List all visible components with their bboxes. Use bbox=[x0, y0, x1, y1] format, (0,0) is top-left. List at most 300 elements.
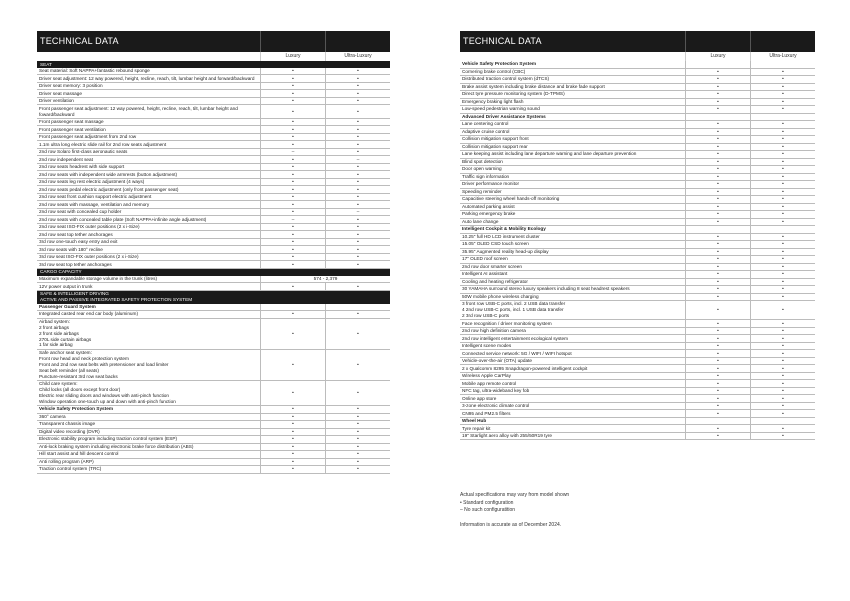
spec-label: Door open warning bbox=[462, 166, 502, 172]
spec-row bbox=[37, 350, 390, 381]
luxury-value: • bbox=[685, 166, 750, 173]
spec-row bbox=[460, 136, 815, 144]
spec-label: Seat material: Soft NAPPA+fantastic rebound sponge bbox=[39, 68, 150, 74]
luxury-value: • bbox=[260, 141, 325, 148]
luxury-value: • bbox=[260, 209, 325, 216]
spec-label: 12V power output in trunk bbox=[39, 283, 93, 289]
ultra-luxury-value: • bbox=[750, 343, 815, 350]
ultra-luxury-value: • bbox=[325, 381, 390, 405]
spec-label: Cornering brake control (CBC) bbox=[462, 68, 526, 74]
spec-row bbox=[37, 68, 390, 76]
ultra-luxury-value: • bbox=[750, 286, 815, 293]
spec-label: 2nd row seat top tether anchorages bbox=[39, 231, 113, 237]
luxury-value: • bbox=[685, 350, 750, 357]
luxury-value bbox=[685, 226, 750, 233]
right-column-headers bbox=[460, 52, 815, 61]
luxury-value: • bbox=[685, 365, 750, 372]
luxury-value: • bbox=[685, 328, 750, 335]
spec-row bbox=[37, 444, 390, 452]
ultra-luxury-value: • bbox=[325, 134, 390, 141]
ultra-luxury-value: • bbox=[325, 319, 390, 349]
spec-row bbox=[460, 196, 815, 204]
spec-row bbox=[37, 90, 390, 98]
ultra-luxury-value: • bbox=[750, 84, 815, 91]
spec-label: Digital video recording (DVR) bbox=[39, 428, 100, 434]
luxury-value: – bbox=[260, 216, 325, 223]
footnote-none: – No such configuratition bbox=[460, 507, 516, 513]
spec-row bbox=[37, 98, 390, 106]
ultra-luxury-value: • bbox=[325, 105, 390, 117]
spec-label: 3rd row seat top tether anchorages bbox=[39, 261, 112, 267]
spec-label: Collision mitigation support front bbox=[462, 136, 529, 142]
spec-label: Driver performance monitor bbox=[462, 181, 520, 187]
spec-label: 2nd row door smarter screen bbox=[462, 263, 522, 269]
spec-row bbox=[460, 249, 815, 257]
ultra-luxury-value: • bbox=[750, 234, 815, 241]
spec-label: Cooling and heating refrigerator bbox=[462, 278, 528, 284]
spec-label: Driver ventilation bbox=[39, 98, 74, 104]
luxury-value: • bbox=[685, 358, 750, 365]
luxury-value: • bbox=[260, 134, 325, 141]
spec-row bbox=[37, 276, 390, 284]
ultra-luxury-value: • bbox=[750, 301, 815, 319]
ultra-luxury-value: • bbox=[325, 283, 390, 290]
spec-row bbox=[37, 164, 390, 172]
ultra-luxury-value: • bbox=[750, 181, 815, 188]
spec-row bbox=[460, 219, 815, 227]
luxury-value: • bbox=[260, 406, 325, 413]
spec-label: Collision mitigation support rear bbox=[462, 143, 528, 149]
ultra-luxury-value: • bbox=[750, 99, 815, 106]
ultra-luxury-value: • bbox=[750, 264, 815, 271]
spec-row bbox=[460, 380, 815, 388]
ultra-luxury-value: • bbox=[750, 219, 815, 226]
ultra-luxury-value: • bbox=[750, 350, 815, 357]
spec-row bbox=[460, 144, 815, 152]
spec-label: 3rd row seats with 180° recline bbox=[39, 246, 103, 252]
luxury-value: • bbox=[260, 83, 325, 90]
ultra-luxury-value bbox=[325, 304, 390, 311]
spec-label: Front passenger seat massage bbox=[39, 119, 104, 125]
luxury-value: • bbox=[685, 174, 750, 181]
spec-label: Connected service network: 5G / WIFI / WIFI hotspot bbox=[462, 350, 572, 356]
spec-row bbox=[37, 261, 390, 269]
spec-label: CN95 and PM2.5 filters bbox=[462, 410, 511, 416]
spec-label: Face recognition / driver monitoring system bbox=[462, 320, 552, 326]
spec-label: Blind spot detection bbox=[462, 158, 503, 164]
spec-row bbox=[37, 429, 390, 437]
col-header-ultra-luxury: Ultra-Luxury bbox=[750, 52, 815, 61]
spec-label: Vehicle-over-the-air (OTA) update bbox=[462, 358, 532, 364]
luxury-value: • bbox=[685, 249, 750, 256]
ultra-luxury-value: • bbox=[750, 256, 815, 263]
spec-label: 2nd row seats leg rest electric adjustment (4 ways) bbox=[39, 179, 145, 185]
spec-label: 3-zone electronic climate control bbox=[462, 403, 530, 409]
luxury-value: • bbox=[685, 271, 750, 278]
ultra-luxury-value: • bbox=[750, 174, 815, 181]
luxury-value: • bbox=[685, 433, 750, 440]
ultra-luxury-value bbox=[750, 418, 815, 425]
luxury-value: • bbox=[685, 256, 750, 263]
luxury-value: • bbox=[685, 69, 750, 76]
luxury-value: • bbox=[260, 68, 325, 75]
luxury-value: • bbox=[685, 204, 750, 211]
spec-row bbox=[460, 129, 815, 137]
luxury-value: • bbox=[260, 105, 325, 117]
spec-row bbox=[37, 126, 390, 134]
ultra-luxury-value: • bbox=[750, 271, 815, 278]
spec-label: Maximum expandable storage volume in the trunk (litres) bbox=[39, 276, 158, 282]
ultra-luxury-value: • bbox=[750, 121, 815, 128]
spec-row bbox=[460, 425, 815, 433]
luxury-value: • bbox=[685, 380, 750, 387]
luxury-value bbox=[685, 418, 750, 425]
spec-label: Front passenger seat adjustment from 2nd row bbox=[39, 134, 137, 140]
spec-label: Mobile app remote control bbox=[462, 380, 517, 386]
spec-row bbox=[460, 279, 815, 287]
spec-label: 2nd row independent seat bbox=[39, 156, 93, 162]
ultra-luxury-value: • bbox=[750, 91, 815, 98]
ultra-luxury-value: • bbox=[750, 166, 815, 173]
spec-row bbox=[460, 350, 815, 358]
ultra-luxury-value: • bbox=[750, 388, 815, 395]
ultra-luxury-value: • bbox=[750, 380, 815, 387]
section-header bbox=[37, 291, 390, 304]
luxury-value: • bbox=[260, 119, 325, 126]
subsection-row bbox=[460, 61, 815, 69]
luxury-value: • bbox=[260, 444, 325, 451]
spec-row bbox=[460, 76, 815, 84]
luxury-value: • bbox=[685, 136, 750, 143]
spec-row bbox=[37, 254, 390, 262]
spec-label: NFC tag, ultra-wideband key fob bbox=[462, 388, 530, 394]
spec-label: CARGO CAPACITY bbox=[40, 269, 82, 275]
spec-label: Hill start assist and hill descent control bbox=[39, 451, 119, 457]
ultra-luxury-value: • bbox=[325, 421, 390, 428]
luxury-value: • bbox=[260, 319, 325, 349]
spec-label: Wheel Hub bbox=[462, 418, 487, 424]
spec-label: 35.95" Augmented reality head-up display bbox=[462, 248, 549, 254]
spec-label: 30 YAMAHA surround stereo luxury speakers including 8 seat headrest speakers bbox=[462, 286, 630, 292]
spec-row bbox=[37, 311, 390, 319]
ultra-luxury-value: • bbox=[750, 279, 815, 286]
spec-label: Intelligent scene modes bbox=[462, 343, 512, 349]
ultra-luxury-value: • bbox=[750, 365, 815, 372]
ultra-luxury-value: • bbox=[325, 68, 390, 75]
ultra-luxury-value: • bbox=[325, 246, 390, 253]
spec-row bbox=[37, 201, 390, 209]
spec-label: Anti rolling program (ARP) bbox=[39, 458, 94, 464]
ultra-luxury-value: • bbox=[750, 144, 815, 151]
luxury-value: • bbox=[260, 239, 325, 246]
ultra-luxury-value: • bbox=[325, 261, 390, 268]
spec-row bbox=[37, 224, 390, 232]
ultra-luxury-value: • bbox=[750, 69, 815, 76]
luxury-value: • bbox=[685, 335, 750, 342]
spec-row bbox=[37, 283, 390, 291]
spec-row bbox=[460, 328, 815, 336]
spec-label: 10.25" full HD LCD instrument cluster bbox=[462, 233, 540, 239]
luxury-value: • bbox=[260, 283, 325, 290]
ultra-luxury-value bbox=[750, 114, 815, 121]
luxury-value: • bbox=[685, 211, 750, 218]
ultra-luxury-value: • bbox=[750, 151, 815, 158]
luxury-value bbox=[685, 61, 750, 68]
spec-row bbox=[460, 395, 815, 403]
spec-row bbox=[37, 466, 390, 474]
luxury-value: • bbox=[685, 91, 750, 98]
spec-row bbox=[460, 99, 815, 107]
col-header-luxury: Luxury bbox=[685, 52, 750, 61]
spec-row bbox=[37, 186, 390, 194]
luxury-value: • bbox=[685, 151, 750, 158]
left-spec-table bbox=[37, 31, 390, 474]
ultra-luxury-value: • bbox=[325, 414, 390, 421]
luxury-value: • bbox=[685, 279, 750, 286]
spec-label: Child care system: Child locks (all doors except front door) Electric rear sliding doors and windows with anti-pinch function Window operation one-touch up and down with anti-pinch function bbox=[39, 381, 176, 404]
luxury-value: • bbox=[260, 429, 325, 436]
spec-label: Automated parking assist bbox=[462, 203, 515, 209]
spec-row bbox=[460, 159, 815, 167]
luxury-value: • bbox=[685, 241, 750, 248]
luxury-value: • bbox=[260, 98, 325, 105]
ultra-luxury-value: • bbox=[325, 98, 390, 105]
spec-label: Driver seat massage bbox=[39, 90, 82, 96]
spec-row bbox=[460, 271, 815, 279]
spec-row bbox=[37, 194, 390, 202]
ultra-luxury-value: • bbox=[325, 126, 390, 133]
spec-label: SAFE & INTELLIGENT DRIVING ACTIVE AND PASSIVE INTEGRATED SAFETY PROTECTION SYSTEM bbox=[40, 291, 193, 303]
spec-row bbox=[460, 234, 815, 242]
spec-row bbox=[460, 204, 815, 212]
col-header-luxury: Luxury bbox=[260, 52, 325, 61]
spec-label: 2nd row seats headrest with side support bbox=[39, 164, 125, 170]
ultra-luxury-value: • bbox=[325, 429, 390, 436]
ultra-luxury-value: • bbox=[325, 186, 390, 193]
spec-row bbox=[460, 91, 815, 99]
luxury-value: • bbox=[685, 106, 750, 113]
luxury-value: • bbox=[685, 76, 750, 83]
ultra-luxury-value: • bbox=[325, 179, 390, 186]
luxury-value: • bbox=[260, 466, 325, 473]
spec-label: Lane keeping assist including lane departure warning and lane departure prevention bbox=[462, 151, 637, 157]
luxury-value: • bbox=[260, 254, 325, 261]
subsection-row bbox=[460, 418, 815, 426]
spec-row bbox=[37, 141, 390, 149]
spec-row bbox=[37, 83, 390, 91]
spec-row bbox=[37, 459, 390, 467]
ultra-luxury-value: • bbox=[325, 119, 390, 126]
spec-row bbox=[460, 373, 815, 381]
footnotes bbox=[460, 492, 760, 529]
spec-label: 3 front row USB-C ports, incl. 2 USB data transfer 4 2nd row USB-C ports, incl. 1 USB data transfer 2 3rd row USB-C ports bbox=[462, 301, 566, 319]
spec-row bbox=[460, 121, 815, 129]
luxury-value bbox=[685, 114, 750, 121]
spec-row bbox=[37, 119, 390, 127]
ultra-luxury-value bbox=[750, 61, 815, 68]
spec-row bbox=[460, 358, 815, 366]
ultra-luxury-value: • bbox=[325, 436, 390, 443]
spec-label: Low-speed pedestrian warning sound bbox=[462, 106, 540, 112]
ultra-luxury-value: • bbox=[325, 141, 390, 148]
spec-row bbox=[37, 421, 390, 429]
spec-row bbox=[460, 286, 815, 294]
spec-label: Airbad system: 2 front airbags 2 front side airbags 270L side curtain airbags 1 far side airbag bbox=[39, 318, 92, 348]
spec-row bbox=[460, 256, 815, 264]
spec-row bbox=[460, 365, 815, 373]
ultra-luxury-value: • bbox=[325, 466, 390, 473]
ultra-luxury-value: • bbox=[325, 194, 390, 201]
ultra-luxury-value: • bbox=[750, 136, 815, 143]
luxury-value: • bbox=[685, 84, 750, 91]
luxury-value: • bbox=[685, 373, 750, 380]
luxury-value: • bbox=[260, 224, 325, 231]
luxury-value: • bbox=[685, 159, 750, 166]
spec-label: 2nd row seat with concealed cup holder bbox=[39, 209, 122, 215]
spec-row bbox=[37, 319, 390, 350]
spec-label: Online app store bbox=[462, 395, 497, 401]
spec-row bbox=[37, 231, 390, 239]
right-title: TECHNICAL DATA bbox=[463, 36, 542, 46]
ultra-luxury-value bbox=[750, 226, 815, 233]
spec-label: Direct tyre pressure monitoring system (D-TPMS) bbox=[462, 91, 565, 97]
ultra-luxury-value: • bbox=[750, 373, 815, 380]
luxury-value: • bbox=[685, 403, 750, 410]
luxury-value: • bbox=[685, 121, 750, 128]
spec-label: 2nd row seat front cushion support electric adjustment bbox=[39, 194, 152, 200]
spec-label: Wireless Apple CarPlay bbox=[462, 373, 511, 379]
luxury-value bbox=[260, 304, 325, 311]
spec-label: Anti-lock braking system including electronic brake force distribution (ABS) bbox=[39, 443, 194, 449]
spec-row bbox=[37, 179, 390, 187]
luxury-value: • bbox=[685, 234, 750, 241]
spec-label: 2nd row seat ISO-FIX outer positions (2 x i-Size) bbox=[39, 224, 140, 230]
luxury-value: • bbox=[260, 436, 325, 443]
ultra-luxury-value: • bbox=[325, 164, 390, 171]
spec-label: 50W mobile phone wireless charging bbox=[462, 293, 539, 299]
ultra-luxury-value: • bbox=[750, 159, 815, 166]
luxury-value: • bbox=[685, 181, 750, 188]
ultra-luxury-value: • bbox=[750, 425, 815, 432]
luxury-value: • bbox=[260, 421, 325, 428]
luxury-value: • bbox=[685, 343, 750, 350]
ultra-luxury-value: • bbox=[325, 149, 390, 156]
ultra-luxury-value: • bbox=[325, 90, 390, 97]
spec-row bbox=[460, 301, 815, 320]
ultra-luxury-value: • bbox=[325, 216, 390, 223]
ultra-luxury-value: • bbox=[325, 83, 390, 90]
ultra-luxury-value: • bbox=[750, 241, 815, 248]
ultra-luxury-value: • bbox=[325, 311, 390, 318]
ultra-luxury-value: • bbox=[750, 106, 815, 113]
spec-row bbox=[460, 241, 815, 249]
spec-row bbox=[37, 156, 390, 164]
luxury-value: • bbox=[685, 144, 750, 151]
spec-row bbox=[37, 105, 390, 118]
subsection-row bbox=[37, 304, 390, 312]
ultra-luxury-value: • bbox=[325, 75, 390, 82]
spec-row bbox=[37, 239, 390, 247]
spec-label: Intelligent AI assistant bbox=[462, 271, 508, 277]
luxury-value: – bbox=[260, 149, 325, 156]
spec-label: 2nd row Solaro first-class aeronautic seats bbox=[39, 149, 128, 155]
left-column-headers bbox=[37, 52, 390, 61]
spec-row bbox=[460, 403, 815, 411]
ultra-luxury-value: • bbox=[750, 211, 815, 218]
luxury-value: • bbox=[685, 410, 750, 417]
spec-row bbox=[37, 381, 390, 406]
spec-label: Integrated casted rear end car body (aluminum) bbox=[39, 311, 139, 317]
ultra-luxury-value: • bbox=[325, 224, 390, 231]
ultra-luxury-value: • bbox=[750, 189, 815, 196]
ultra-luxury-value: • bbox=[750, 320, 815, 327]
spec-label: 1.1m ultra long electric slide rail for 2nd row seats adjustment bbox=[39, 141, 167, 147]
luxury-value: • bbox=[260, 179, 325, 186]
spec-label: 360° camera bbox=[39, 413, 66, 419]
spec-label: Front passenger seat adjustment: 12 way powered, height, recline, reach, tilt, lumbar height and foward/backward bbox=[39, 105, 238, 117]
luxury-value: • bbox=[685, 320, 750, 327]
spec-row bbox=[460, 388, 815, 396]
spec-label: Electronic stability program including traction control system (ESP) bbox=[39, 436, 178, 442]
subsection-row bbox=[460, 226, 815, 234]
spec-row bbox=[460, 69, 815, 77]
spec-label: Transparent chassis image bbox=[39, 421, 96, 427]
spec-label: Auto lane change bbox=[462, 218, 499, 224]
luxury-value: • bbox=[260, 350, 325, 380]
ultra-luxury-value: • bbox=[325, 239, 390, 246]
spec-label: 19" Starlight aero alloy with 255/50R19 tyre bbox=[462, 433, 552, 439]
spec-label: Front passenger seat ventilation bbox=[39, 126, 106, 132]
spec-label: Capacitive steering wheel hands-off monitoring bbox=[462, 196, 560, 202]
luxury-value: • bbox=[260, 451, 325, 458]
spec-label: 2nd row high definition camera bbox=[462, 328, 526, 334]
spec-row bbox=[460, 343, 815, 351]
footnote-disclaimer: Actual specifications may vary from model shown bbox=[460, 492, 570, 498]
luxury-value: • bbox=[685, 264, 750, 271]
spec-label: 2 x Qualcomm 8295 Snapdragon-powered intelligent cockpit bbox=[462, 365, 588, 371]
spec-label: 3rd row one-touch easy entry and exit bbox=[39, 239, 118, 245]
subsection-row bbox=[460, 114, 815, 122]
spec-row bbox=[37, 414, 390, 422]
ultra-luxury-value: – bbox=[325, 156, 390, 163]
ultra-luxury-value: • bbox=[750, 335, 815, 342]
luxury-value: • bbox=[260, 381, 325, 405]
right-title-bar bbox=[460, 31, 815, 52]
spec-label: Emergency braking light flash bbox=[462, 98, 524, 104]
ultra-luxury-value: • bbox=[325, 444, 390, 451]
ultra-luxury-value: • bbox=[750, 196, 815, 203]
ultra-luxury-value: • bbox=[750, 403, 815, 410]
spec-row bbox=[460, 174, 815, 182]
luxury-value: • bbox=[685, 294, 750, 301]
right-spec-table bbox=[460, 31, 815, 440]
spec-value: 574 - 2,379 bbox=[260, 276, 390, 283]
spec-label: Traction control system (TRC) bbox=[39, 466, 102, 472]
ultra-luxury-value: • bbox=[325, 254, 390, 261]
ultra-luxury-value: • bbox=[750, 204, 815, 211]
spec-label: Driver seat memory: 3 position bbox=[39, 83, 103, 89]
spec-label: 2nd row seats with massage, ventilation and memory bbox=[39, 201, 150, 207]
ultra-luxury-value: • bbox=[325, 201, 390, 208]
spec-label: Traffic sign information bbox=[462, 173, 510, 179]
spec-row bbox=[460, 294, 815, 302]
spec-label: 3rd row seat ISO-FIX outer positions (2 x i-Size) bbox=[39, 254, 139, 260]
right-rows bbox=[460, 61, 815, 440]
left-title-bar bbox=[37, 31, 390, 52]
ultra-luxury-value: • bbox=[325, 459, 390, 466]
spec-label: Parking emergency brake bbox=[462, 211, 516, 217]
spec-row bbox=[460, 433, 815, 441]
